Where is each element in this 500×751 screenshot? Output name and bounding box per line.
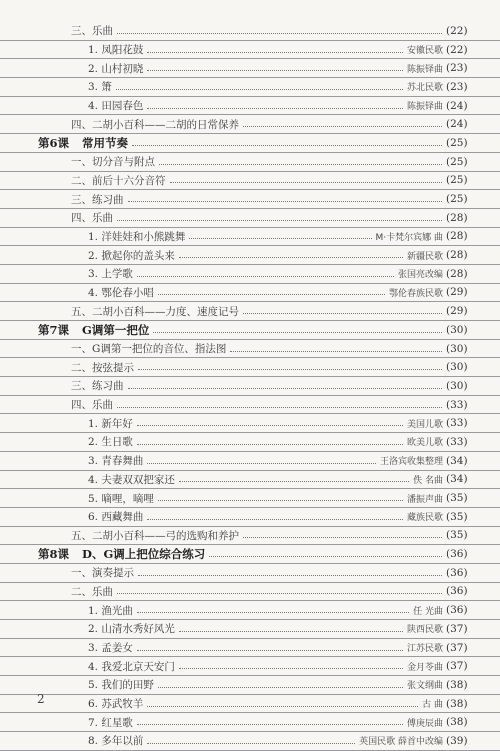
dot-leader <box>128 200 443 202</box>
entry-page: (30) <box>446 361 468 374</box>
dot-leader <box>117 592 442 594</box>
toc-item-row <box>0 471 500 490</box>
toc-section-row <box>0 115 500 134</box>
entry-author: 新疆民歌 <box>406 251 443 262</box>
entry-author: 鄂伦春族民歌 <box>388 288 443 299</box>
entry-page: (22) <box>446 43 468 56</box>
toc-item-row <box>0 265 500 284</box>
entry-title: 二、按弦提示 <box>71 361 134 374</box>
dot-leader <box>243 536 442 538</box>
toc-item-row <box>0 508 500 527</box>
toc-item-row <box>0 228 500 247</box>
entry-title: G调第一把位 <box>82 322 150 337</box>
entry-author: 江苏民歌 <box>406 644 443 655</box>
toc-lesson-row <box>0 545 500 564</box>
toc-item-row <box>0 639 500 658</box>
toc-item-row <box>0 246 500 265</box>
entry-title: 四、乐曲 <box>71 399 113 412</box>
entry-title: 三、练习曲 <box>71 380 124 393</box>
toc-item-row <box>0 695 500 714</box>
dot-leader <box>137 649 403 651</box>
table-of-contents <box>0 22 500 751</box>
entry-title: 2. 掀起你的盖头来 <box>88 249 175 262</box>
entry-page: (28) <box>446 249 468 262</box>
dot-leader <box>147 51 403 53</box>
entry-page: (38) <box>446 678 468 691</box>
dot-leader <box>189 237 371 239</box>
entry-title: 8. 多年以前 <box>88 735 144 748</box>
dot-leader <box>243 125 442 127</box>
entry-title: 4. 鄂伦春小唱 <box>88 286 154 299</box>
entry-page: (24) <box>446 99 468 112</box>
entry-page: (37) <box>446 660 468 673</box>
entry-page: (25) <box>446 155 468 168</box>
entry-page: (30) <box>446 342 468 355</box>
toc-section-row <box>0 22 500 41</box>
entry-title: 1. 洋娃娃和小熊跳舞 <box>88 230 186 243</box>
dot-leader <box>137 424 403 426</box>
entry-author: 苏北民歌 <box>406 83 443 94</box>
toc-section-row <box>0 527 500 546</box>
dot-leader <box>147 705 418 707</box>
dot-leader <box>158 499 403 501</box>
entry-author: 任 光曲 <box>413 606 443 617</box>
toc-section-row <box>0 564 500 583</box>
toc-item-row <box>0 284 500 303</box>
entry-page: (28) <box>446 230 468 243</box>
dot-leader <box>137 723 403 725</box>
lesson-number: 第8课 <box>38 547 70 562</box>
entry-page: (37) <box>446 641 468 654</box>
entry-title: 3. 孟姜女 <box>88 642 133 655</box>
dot-leader <box>138 574 442 576</box>
entry-page: (34) <box>446 454 468 467</box>
entry-author: M·卡梵尔宾娜 曲 <box>375 232 443 243</box>
entry-author: 藏族民歌 <box>406 513 443 524</box>
toc-section-row <box>0 190 500 209</box>
toc-section-row <box>0 209 500 228</box>
entry-title: 4. 我爱北京天安门 <box>88 660 175 673</box>
entry-title: 五、二胡小百科——力度、速度记号 <box>71 305 239 318</box>
entry-author: 古 曲 <box>422 700 443 711</box>
entry-page: (35) <box>446 510 468 523</box>
entry-author: 安徽民歌 <box>406 46 443 57</box>
entry-author: 张国亮改编 <box>397 270 443 281</box>
dot-leader <box>158 293 385 295</box>
entry-title: 三、练习曲 <box>71 193 124 206</box>
entry-page: (35) <box>446 492 468 505</box>
dot-leader <box>137 443 403 445</box>
entry-author: 美国儿歌 <box>406 419 443 430</box>
entry-title: 6. 苏武牧羊 <box>88 698 144 711</box>
dot-leader <box>137 611 409 613</box>
entry-title: 3. 上学歌 <box>88 268 133 281</box>
entry-title: 二、乐曲 <box>71 585 113 598</box>
entry-author: 张文纲曲 <box>406 681 443 692</box>
toc-section-row <box>0 396 500 415</box>
toc-item-row <box>0 732 500 751</box>
entry-title: 4. 田园春色 <box>88 100 144 113</box>
dot-leader <box>159 163 442 165</box>
entry-title: 一、演奏提示 <box>71 567 134 580</box>
dot-leader <box>230 350 442 352</box>
dot-leader <box>147 69 403 71</box>
toc-item-row <box>0 59 500 78</box>
dot-leader <box>128 387 443 389</box>
entry-page: (38) <box>446 697 468 710</box>
toc-item-row <box>0 676 500 695</box>
entry-author: 陈振铎曲 <box>406 64 443 75</box>
entry-page: (36) <box>446 604 468 617</box>
entry-title: 一、切分音与附点 <box>71 156 155 169</box>
entry-author: 英国民歌 薛首中改编 <box>359 737 443 748</box>
dot-leader <box>243 312 442 314</box>
toc-section-row <box>0 153 500 172</box>
entry-page: (38) <box>446 716 468 729</box>
toc-section-row <box>0 302 500 321</box>
entry-page: (22) <box>446 24 468 37</box>
dot-leader <box>116 88 403 90</box>
entry-page: (23) <box>446 62 468 75</box>
entry-title: 5. 嘀哩，嘀哩 <box>88 492 154 505</box>
dot-leader <box>170 181 443 183</box>
toc-item-row <box>0 713 500 732</box>
entry-page: (33) <box>446 435 468 448</box>
lesson-number: 第7课 <box>38 322 70 337</box>
dot-leader <box>179 480 409 482</box>
entry-title: 7. 红星歌 <box>88 716 133 729</box>
toc-section-row <box>0 172 500 191</box>
entry-author: 陕西民歌 <box>406 625 443 636</box>
dot-leader <box>132 144 442 146</box>
dot-leader <box>117 32 442 34</box>
toc-section-row <box>0 340 500 359</box>
toc-lesson-row <box>0 321 500 340</box>
entry-title: 四、乐曲 <box>71 212 113 225</box>
entry-title: 五、二胡小百科——弓的选购和养护 <box>71 529 239 542</box>
entry-page: (33) <box>446 398 468 411</box>
entry-author: 王洛宾收集整理 <box>379 457 443 468</box>
toc-item-row <box>0 414 500 433</box>
entry-title: 二、前后十六分音符 <box>71 174 166 187</box>
entry-author: 傅庚辰曲 <box>406 718 443 729</box>
toc-section-row <box>0 358 500 377</box>
dot-leader <box>179 256 403 258</box>
entry-page: (36) <box>446 566 468 579</box>
entry-page: (23) <box>446 80 468 93</box>
toc-item-row <box>0 657 500 676</box>
toc-section-row <box>0 377 500 396</box>
toc-section-row <box>0 583 500 602</box>
entry-page: (28) <box>446 211 468 224</box>
entry-title: 5. 我们的田野 <box>88 679 154 692</box>
entry-title: 6. 西藏舞曲 <box>88 511 144 524</box>
entry-title: 四、二胡小百科——二胡的日常保养 <box>71 118 239 131</box>
page-number: 2 <box>37 692 45 706</box>
dot-leader <box>117 406 442 408</box>
dot-leader <box>147 462 376 464</box>
entry-page: (24) <box>446 118 468 131</box>
entry-title: 2. 山清水秀好风光 <box>88 623 175 636</box>
dot-leader <box>147 742 355 744</box>
entry-page: (29) <box>446 286 468 299</box>
dot-leader <box>147 518 403 520</box>
entry-title: 2. 山村初晓 <box>88 62 144 75</box>
entry-page: (30) <box>446 379 468 392</box>
dot-leader <box>117 219 442 221</box>
entry-title: D、G调上把位综合练习 <box>82 547 206 562</box>
entry-title: 3. 青春舞曲 <box>88 455 144 468</box>
entry-page: (37) <box>446 622 468 635</box>
entry-author: 陈振铎曲 <box>406 102 443 113</box>
entry-title: 3. 箫 <box>88 81 112 94</box>
entry-page: (30) <box>446 323 468 336</box>
dot-leader <box>137 275 394 277</box>
toc-item-row <box>0 97 500 116</box>
entry-page: (25) <box>446 193 468 206</box>
entry-page: (35) <box>446 529 468 542</box>
toc-item-row <box>0 78 500 97</box>
toc-item-row <box>0 41 500 60</box>
entry-page: (28) <box>446 267 468 280</box>
toc-item-row <box>0 489 500 508</box>
dot-leader <box>138 368 442 370</box>
entry-page: (34) <box>446 473 468 486</box>
entry-title: 一、G调第一把位的音位、指法图 <box>71 343 227 356</box>
entry-author: 佚 名曲 <box>413 475 443 486</box>
lesson-number: 第6课 <box>38 135 70 150</box>
entry-page: (29) <box>446 305 468 318</box>
entry-author: 潘振声曲 <box>406 494 443 505</box>
entry-author: 欧美儿歌 <box>406 438 443 449</box>
toc-item-row <box>0 601 500 620</box>
toc-item-row <box>0 433 500 452</box>
entry-title: 常用节奏 <box>82 135 128 150</box>
dot-leader <box>158 686 403 688</box>
entry-page: (25) <box>446 174 468 187</box>
toc-lesson-row <box>0 134 500 153</box>
entry-title: 4. 夫妻双双把家还 <box>88 473 175 486</box>
entry-page: (33) <box>446 417 468 430</box>
entry-title: 三、乐曲 <box>71 25 113 38</box>
dot-leader <box>153 331 442 333</box>
entry-title: 1. 新年好 <box>88 417 133 430</box>
toc-item-row <box>0 452 500 471</box>
entry-page: (36) <box>446 548 468 561</box>
entry-page: (36) <box>446 585 468 598</box>
toc-item-row <box>0 620 500 639</box>
entry-author: 金月苓曲 <box>406 662 443 673</box>
entry-page: (25) <box>446 136 468 149</box>
dot-leader <box>179 667 403 669</box>
dot-leader <box>209 555 442 557</box>
dot-leader <box>147 107 403 109</box>
dot-leader <box>179 630 403 632</box>
entry-title: 1. 凤阳花鼓 <box>88 44 144 57</box>
entry-page: (39) <box>446 734 468 747</box>
entry-title: 1. 渔光曲 <box>88 604 133 617</box>
entry-title: 2. 生日歌 <box>88 436 133 449</box>
